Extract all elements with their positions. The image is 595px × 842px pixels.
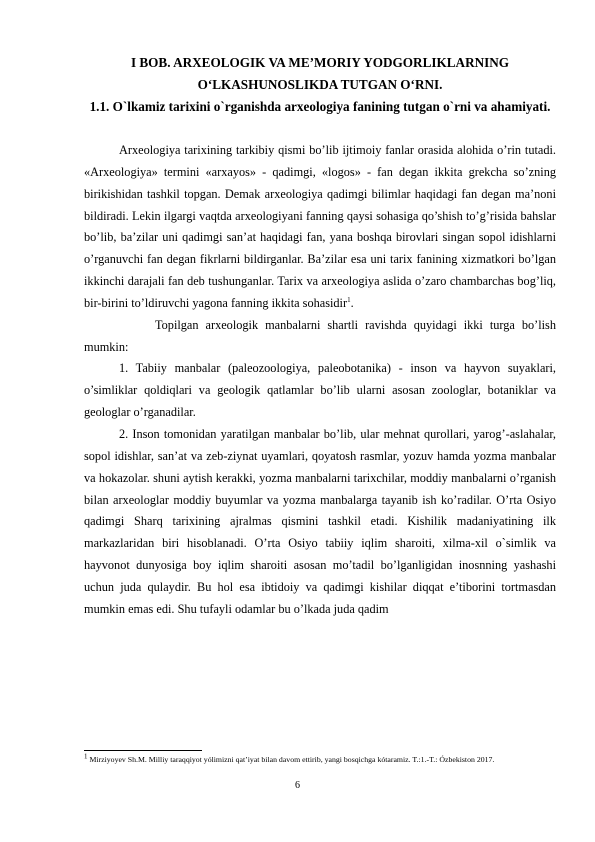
footnote-text: Mirziyoyev Sh.M. Milliy taraqqiyot yólimizni qat’iyat bilan davom ettirib, yangi bosqichga kótaramiz. T.:1.-T.: Ózbekiston 2017. bbox=[87, 755, 495, 764]
footnote bbox=[84, 752, 556, 766]
list-item: 2. Inson tomonidan yaratilgan manbalar bo’lib, ular mehnat qurollari, yarog’-aslahalar, sopol idishlar, san’at va zeb-ziynat uyamlari, qoyatosh rasmlar, yozuv hamda yozma manbalar va hokazolar. shuni aytish kerakki, yozma manbalarni tarixchilar, moddiy manbalarni o’rganish bilan arxeologlar moddiy buyumlar va yozma manbalarga tayanib ish ko’radilar. O’rta Osiyo qadimgi Sharq tarixining ajralmas qismini tashkil etadi. Kishilik madaniyatining ilk markazlaridan biri hisoblanadi. O’rta Osiyo tabiiy iqlim sharoiti, xilma-xil o`simlik va hayvonot dunyosiga boy iqlim sharoiti asosan mo’tadil bo’lganligidan inosnning yashashi uchun juda qulaydir. Bu hol esa ibtidoiy va qadimgi kishilar diqqat e’tiborini tortmasdan mumkin emas edi. Shu tufayli odamlar bu o’lkada juda qadim bbox=[84, 426, 556, 616]
footnote-reference[interactable]: 1 bbox=[347, 295, 351, 304]
page-number: 6 bbox=[295, 780, 300, 791]
footnote-divider bbox=[84, 750, 202, 751]
paragraph-tail: . bbox=[350, 295, 354, 310]
chapter-title: I BOB. ARXEOLOGIK VA ME’MORIY YODGORLIKLARNING O‘LKASHUNOSLIKDA TUTGAN O‘RNI. bbox=[130, 55, 510, 92]
paragraph-text: Arxeologiya tarixining tarkibiy qismi bo’lib ijtimoiy fanlar orasida alohida o’rin tutadi. «Arxeologiya» termini «arxayos» - qadimgi, «logos» - fan degan ikkita grekcha so’zning birikishidan tashkil topgan. Demak arxeologiya qadimgi bilimlar haqidagi fan degan ma’noni bildiradi. Lekin ilgargi vaqtda arxeologiyani fanning qaysi sohasiga qo’shish to’g’risida bahslar bo’lib, ba’zilar uni qadimgi san’at haqidagi fan, yana boshqa birovlari singan sopol idishlarni o’rganuvchi fan degan fikrlarni bildirganlar. Ba’zilar esa uni tarix fanining xizmatkori bo’lgan ikkinchi darajali fan deb tushunganlar. Tarix va arxeologiya aslida o’zaro chambarchas bog’liq, bir-birini to’ldiruvchi yagona fanning ikkita sohasidir bbox=[84, 143, 556, 310]
paragraph bbox=[84, 140, 556, 315]
section-title: 1.1. O`lkamiz tarixini o`rganishda arxeologiya fanining tutgan o`rni va ahamiyati. bbox=[89, 99, 551, 114]
list-item: 1. Tabiiy manbalar (paleozoologiya, paleobotanika) - inson va hayvon suyaklari, o’simliklar qoldiqlari va geologik qatlamlar bo’lib ularni asosan zoologlar, botaniklar va geologlar o’rganadilar. bbox=[84, 361, 556, 420]
body-text bbox=[84, 140, 556, 621]
paragraph: Topilgan arxeologik manbalarni shartli ravishda quyidagi ikki turga bo’lish mumkin: bbox=[84, 317, 556, 354]
footnote-marker: 1 bbox=[84, 752, 88, 761]
